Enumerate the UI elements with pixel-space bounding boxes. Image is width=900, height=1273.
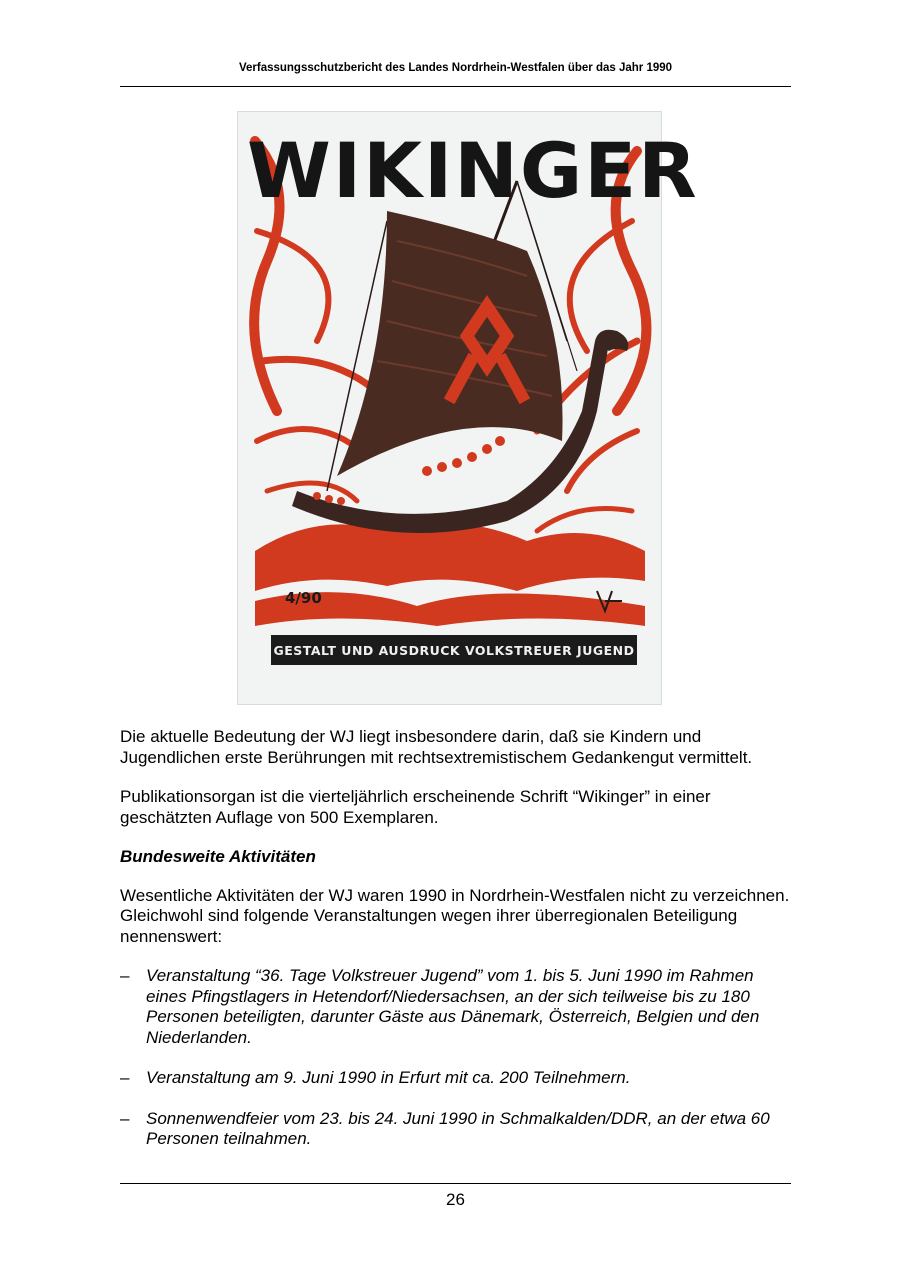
cover-issue-number: 4/90 xyxy=(285,589,322,607)
cover-subtitle: GESTALT UND AUSDRUCK VOLKSTREUER JUGEND xyxy=(273,642,635,658)
cover-subtitle-banner xyxy=(271,635,637,665)
section-heading: Bundesweite Aktivitäten xyxy=(120,847,316,866)
footer-rule xyxy=(120,1183,791,1184)
body-text xyxy=(120,727,791,1170)
cover-title: WIKINGER xyxy=(247,126,699,215)
list-item-text: Veranstaltung “36. Tage Volkstreuer Jugend” vom 1. bis 5. Juni 1990 im Rahmen eines Pfingstlagers in Hetendorf/Niedersachsen, an der sich teilweise bis zu 180 Personen beteiligten, darunter Gäste aus Dänemark, Österreich, Belgien und den Niederlanden. xyxy=(146,966,760,1047)
paragraph-significance: Die aktuelle Bedeutung der WJ liegt insbesondere darin, daß sie Kindern und Jugendlichen erste Berührungen mit rechtsextremistischem Gedankengut vermittelt. xyxy=(120,727,753,767)
list-item-text: Sonnenwendfeier vom 23. bis 24. Juni 1990 in Schmalkalden/DDR, an der etwa 60 Personen teilnahmen. xyxy=(146,1108,770,1148)
list-item-text: Veranstaltung am 9. Juni 1990 in Erfurt mit ca. 200 Teilnehmern. xyxy=(146,1068,631,1087)
list-item xyxy=(120,966,791,1048)
paragraph-publication: Publikationsorgan ist die vierteljährlich erscheinende Schrift “Wikinger” in einer geschätzten Auflage von 500 Exemplaren. xyxy=(120,787,711,827)
activities-list xyxy=(120,966,791,1150)
dash-bullet: – xyxy=(120,966,130,985)
paragraph-activities-intro: Wesentliche Aktivitäten der WJ waren 1990 in Nordrhein-Westfalen nicht zu verzeichnen. Gleichwohl sind folgende Veranstaltungen wegen ihrer überregionalen Beteiligung nennenswert: xyxy=(120,885,790,946)
page-number: 26 xyxy=(446,1190,465,1209)
page-header: Verfassungsschutzbericht des Landes Nordrhein-Westfalen über das Jahr 1990 xyxy=(238,62,673,74)
header-rule xyxy=(120,86,791,87)
dash-bullet: – xyxy=(120,1108,130,1128)
magazine-cover-image xyxy=(237,111,699,705)
dash-bullet: – xyxy=(120,1068,130,1087)
list-item xyxy=(120,1109,791,1150)
list-item xyxy=(120,1068,791,1089)
